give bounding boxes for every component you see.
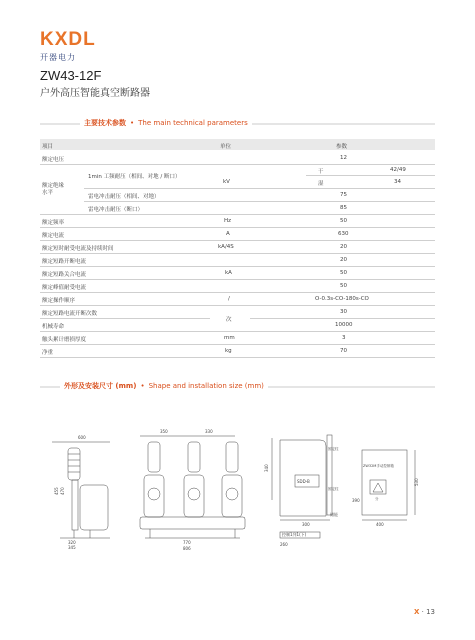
product-model: ZW43-12F [40,68,102,83]
dim-label: 320 [68,540,76,545]
header-unit: 单位 [220,144,232,150]
dim-label: 806 [183,546,191,551]
row-item: 1min 工频耐压（相间、对地 / 断口） [88,174,181,180]
section-title-shape [60,381,268,391]
dim-label: 530 [414,478,419,486]
row-item: 触头累计磨损厚度 [42,337,87,343]
row-unit: kA/4S [218,244,234,250]
side-label: 固定柱 [328,447,339,451]
dim-label: 345 [68,545,76,550]
row-value: 50 [340,270,347,276]
row-value: 20 [340,257,347,263]
lock-label: 分 [375,497,379,501]
row-item: 额定电压 [42,157,65,163]
dim-label: 350 [160,429,168,434]
row-subitem: 湿 [318,181,324,187]
row-value: 70 [340,348,347,354]
row-item: 额定短路关合电流 [42,272,87,278]
row-value: 50 [340,283,347,289]
dim-label: 400 [376,522,384,527]
row-item: 额定频率 [42,220,65,226]
row-item: 净重 [42,350,54,356]
row-item: 雷电冲击耐压（断口） [88,207,144,213]
row-value: 75 [340,192,347,198]
row-subitem: 干 [318,169,324,175]
row-unit: Hz [224,218,232,224]
logo-text: KXDL [40,29,96,50]
dim-label: 260 [280,542,288,547]
row-unit: kA [225,270,232,276]
row-value: 30 [340,309,347,315]
row-value: 85 [340,205,347,211]
row-value: 42/49 [390,167,406,173]
bottom-note: 控制1列1(下) [282,532,307,537]
dim-label: 600 [78,435,86,440]
row-item: 额定短路开断电流 [42,259,87,265]
sdd-label: SDD-B [297,479,310,484]
section-bullet: • [140,382,145,390]
dim-label: 470 [60,487,65,495]
page-mark: X [413,608,420,616]
row-unit: mm [224,335,235,341]
row-group-label: 额定绝缘水平 [42,183,65,196]
section-bullet: • [130,119,135,127]
row-value: O-0.3s-CO-180s-CO [315,296,369,302]
row-value: 34 [394,179,401,185]
row-item: 额定峰值耐受电流 [42,285,87,291]
row-item: 额定短时耐受电流及持续时间 [42,246,114,252]
section-title-en: Shape and installation size (mm) [148,382,264,390]
dim-label: 330 [205,429,213,434]
dim-label: 455 [54,487,59,495]
front-view-drawing [140,429,245,551]
section-title-en: The main technical parameters [138,119,248,127]
row-item: 额定电流 [42,233,65,239]
control-box-drawing [352,450,419,527]
page-number-value: 13 [426,608,435,616]
row-value: 630 [338,231,349,237]
profile-view-drawing [264,435,339,547]
row-item: 额定短路电流开断次数 [42,311,98,317]
row-unit: / [228,296,230,302]
section-title-cn: 外形及安装尺寸 (mm) [64,382,137,390]
row-unit: kV [223,179,230,185]
side-view-drawing [52,435,110,550]
logo-subtext: 开器电力 [40,53,76,62]
row-item: 机械寿命 [42,324,65,330]
row-item: 雷电冲击耐压（相间、对地） [88,194,160,200]
header-item: 项目 [42,144,54,150]
dim-label: 390 [352,498,360,503]
header-value: 参数 [336,144,348,150]
box-title: ZW32M手动控制箱 [363,464,394,468]
row-value: 3 [342,335,346,341]
dim-label: 770 [183,540,191,545]
row-unit: kg [225,348,232,354]
row-value: 20 [340,244,347,250]
table-header [40,139,435,150]
row-item: 额定操作顺序 [42,298,76,304]
handle-label: 储能 [330,512,338,517]
row-value: 50 [340,218,347,224]
row-value: 10000 [335,322,353,328]
dim-label: 300 [302,522,310,527]
product-name: 户外高压智能真空断路器 [40,88,150,99]
side-label: 固定柱 [328,487,339,491]
row-value: 12 [340,155,347,161]
logo-mark [40,30,110,50]
page-number: X · 13 [413,608,435,616]
company-logo [40,30,110,72]
row-unit: A [226,231,230,237]
row-unit: 次 [226,317,232,323]
dim-label: 340 [264,464,269,472]
installation-drawings [40,420,435,555]
section-title-cn: 主要技术参数 [84,119,126,127]
section-title-parameters [80,118,252,128]
